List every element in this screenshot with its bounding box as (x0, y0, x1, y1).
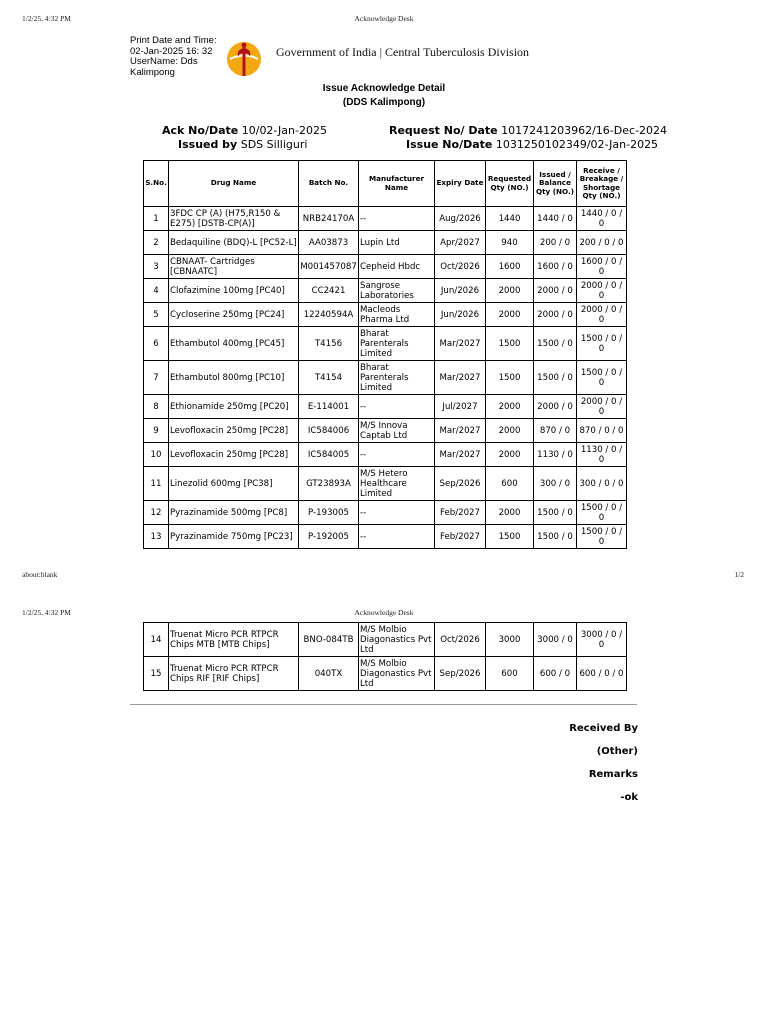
issue-detail-table (143, 160, 627, 549)
issue-no-value: 1031250102349/02-Jan-2025 (495, 138, 659, 151)
cell-expiry-date: Apr/2027 (435, 231, 486, 255)
cell-expiry-date: Mar/2027 (435, 361, 486, 395)
cell-expiry-date: Sep/2026 (435, 467, 486, 501)
cell-manufacturer: -- (359, 525, 435, 549)
table-row (144, 279, 627, 303)
cell-manufacturer: M/S Molbio Diagonastics Pvt Ltd (359, 623, 435, 657)
table-row (144, 525, 627, 549)
table-row (144, 361, 627, 395)
cell-issued-qty: 3000 / 0 (534, 623, 577, 657)
cell-sno: 4 (144, 279, 169, 303)
cell-drug-name: Levofloxacin 250mg [PC28] (169, 419, 299, 443)
cell-sno: 11 (144, 467, 169, 501)
divider (130, 704, 637, 705)
cell-batch-no: NRB24170A (299, 207, 359, 231)
cell-requested-qty: 1500 (486, 525, 534, 549)
cell-sno: 13 (144, 525, 169, 549)
ack-no-label: Ack No/Date (162, 124, 239, 137)
table-row (144, 231, 627, 255)
issue-no-label: Issue No/Date (406, 138, 493, 151)
cell-requested-qty: 600 (486, 467, 534, 501)
cell-sno: 2 (144, 231, 169, 255)
table-row (144, 623, 627, 657)
cell-manufacturer: M/S Hetero Healthcare Limited (359, 467, 435, 501)
cell-expiry-date: Oct/2026 (435, 623, 486, 657)
cell-requested-qty: 2000 (486, 501, 534, 525)
cell-received-qty: 1440 / 0 / 0 (577, 207, 627, 231)
cell-expiry-date: Aug/2026 (435, 207, 486, 231)
cell-sno: 1 (144, 207, 169, 231)
cell-issued-qty: 300 / 0 (534, 467, 577, 501)
org-title: Government of India | Central Tuberculosis Division (276, 45, 530, 59)
cell-issued-qty: 1600 / 0 (534, 255, 577, 279)
cell-sno: 7 (144, 361, 169, 395)
cell-requested-qty: 1440 (486, 207, 534, 231)
print-page-title: Acknowledge Desk (354, 14, 414, 23)
cell-issued-qty: 2000 / 0 (534, 303, 577, 327)
cell-requested-qty: 2000 (486, 279, 534, 303)
cell-batch-no: IC584006 (299, 419, 359, 443)
print-page-title-page2: Acknowledge Desk (354, 608, 414, 617)
cell-received-qty: 1600 / 0 / 0 (577, 255, 627, 279)
cell-expiry-date: Mar/2027 (435, 443, 486, 467)
cell-manufacturer: M/S Innova Captab Ltd (359, 419, 435, 443)
table-row (144, 467, 627, 501)
cell-drug-name: Levofloxacin 250mg [PC28] (169, 443, 299, 467)
table-row (144, 255, 627, 279)
cell-received-qty: 2000 / 0 / 0 (577, 279, 627, 303)
cell-batch-no: GT23893A (299, 467, 359, 501)
cell-received-qty: 2000 / 0 / 0 (577, 395, 627, 419)
cell-received-qty: 200 / 0 / 0 (577, 231, 627, 255)
cell-expiry-date: Feb/2027 (435, 525, 486, 549)
request-no-value: 1017241203962/16-Dec-2024 (501, 124, 668, 137)
cell-requested-qty: 1500 (486, 361, 534, 395)
cell-drug-name: Clofazimine 100mg [PC40] (169, 279, 299, 303)
cell-drug-name: Pyrazinamide 500mg [PC8] (169, 501, 299, 525)
cell-batch-no: 12240594A (299, 303, 359, 327)
cell-manufacturer: Sangrose Laboratories (359, 279, 435, 303)
cell-drug-name: Linezolid 600mg [PC38] (169, 467, 299, 501)
cell-manufacturer: -- (359, 501, 435, 525)
table-row (144, 501, 627, 525)
cell-drug-name: Pyrazinamide 750mg [PC23] (169, 525, 299, 549)
cell-received-qty: 870 / 0 / 0 (577, 419, 627, 443)
request-no-label: Request No/ Date (389, 124, 498, 137)
cell-expiry-date: Mar/2027 (435, 419, 486, 443)
cell-issued-qty: 2000 / 0 (534, 395, 577, 419)
cell-batch-no: T4154 (299, 361, 359, 395)
cell-batch-no: P-192005 (299, 525, 359, 549)
cell-batch-no: 040TX (299, 657, 359, 691)
cell-manufacturer: M/S Molbio Diagonastics Pvt Ltd (359, 657, 435, 691)
issue-no-date (406, 138, 658, 151)
print-meta-datetime: 02-Jan-2025 16: 32 (130, 45, 213, 57)
cell-received-qty: 1500 / 0 / 0 (577, 327, 627, 361)
cell-requested-qty: 1600 (486, 255, 534, 279)
cell-manufacturer: -- (359, 207, 435, 231)
table-header-row (144, 161, 627, 207)
cell-issued-qty: 1500 / 0 (534, 327, 577, 361)
remarks-label: Remarks (588, 769, 638, 780)
col-header-expiry: Expiry Date (435, 161, 486, 207)
cell-requested-qty: 2000 (486, 303, 534, 327)
remarks-value: -ok (620, 792, 638, 803)
cell-sno: 15 (144, 657, 169, 691)
cell-received-qty: 300 / 0 / 0 (577, 467, 627, 501)
cell-expiry-date: Jul/2027 (435, 395, 486, 419)
table-row (144, 207, 627, 231)
col-header-requested: Requested Qty (NO.) (486, 161, 534, 207)
cell-received-qty: 1500 / 0 / 0 (577, 501, 627, 525)
cell-requested-qty: 2000 (486, 419, 534, 443)
cell-issued-qty: 870 / 0 (534, 419, 577, 443)
cell-expiry-date: Feb/2027 (435, 501, 486, 525)
cell-expiry-date: Jun/2026 (435, 303, 486, 327)
cell-manufacturer: Bharat Parenterals Limited (359, 361, 435, 395)
col-header-manufacturer: Manufacturer Name (359, 161, 435, 207)
cell-batch-no: M001457087 (299, 255, 359, 279)
cell-requested-qty: 940 (486, 231, 534, 255)
print-datetime-page2: 1/2/25, 4:32 PM (22, 608, 71, 617)
print-page-number: 1/2 (734, 570, 744, 579)
issued-by-label: Issued by (178, 138, 238, 151)
doc-subtitle: (DDS Kalimpong) (342, 97, 426, 108)
print-datetime: 1/2/25, 4:32 PM (22, 14, 71, 23)
cell-sno: 9 (144, 419, 169, 443)
cell-drug-name: Ethambutol 800mg [PC10] (169, 361, 299, 395)
cell-batch-no: AA03873 (299, 231, 359, 255)
cell-manufacturer: Lupin Ltd (359, 231, 435, 255)
print-meta-location: Kalimpong (130, 66, 175, 78)
cell-sno: 8 (144, 395, 169, 419)
cell-received-qty: 1500 / 0 / 0 (577, 525, 627, 549)
cell-issued-qty: 1130 / 0 (534, 443, 577, 467)
issued-by (178, 138, 307, 151)
cell-expiry-date: Sep/2026 (435, 657, 486, 691)
col-header-issued: Issued / Balance Qty (NO.) (534, 161, 577, 207)
ack-no-value: 10/02-Jan-2025 (241, 124, 327, 137)
table-row (144, 395, 627, 419)
cell-manufacturer: -- (359, 443, 435, 467)
col-header-received: Receive / Breakage / Shortage Qty (NO.) (577, 161, 627, 207)
cell-sno: 14 (144, 623, 169, 657)
cell-requested-qty: 1500 (486, 327, 534, 361)
ack-no-date (162, 124, 327, 137)
received-by-value: (Other) (596, 746, 638, 757)
cell-drug-name: Ethionamide 250mg [PC20] (169, 395, 299, 419)
cell-expiry-date: Jun/2026 (435, 279, 486, 303)
cell-batch-no: CC2421 (299, 279, 359, 303)
cell-batch-no: E-114001 (299, 395, 359, 419)
issue-detail-table-continued (143, 622, 627, 691)
cell-received-qty: 1500 / 0 / 0 (577, 361, 627, 395)
cell-sno: 3 (144, 255, 169, 279)
cell-batch-no: IC584005 (299, 443, 359, 467)
cell-requested-qty: 3000 (486, 623, 534, 657)
cell-issued-qty: 2000 / 0 (534, 279, 577, 303)
cell-manufacturer: -- (359, 395, 435, 419)
cell-drug-name: Ethambutol 400mg [PC45] (169, 327, 299, 361)
ctd-logo-icon (224, 40, 264, 78)
print-url: about:blank (22, 570, 58, 579)
cell-issued-qty: 1500 / 0 (534, 361, 577, 395)
cell-received-qty: 1130 / 0 / 0 (577, 443, 627, 467)
cell-drug-name: CBNAAT- Cartridges [CBNAATC] (169, 255, 299, 279)
cell-batch-no: P-193005 (299, 501, 359, 525)
cell-sno: 12 (144, 501, 169, 525)
cell-expiry-date: Mar/2027 (435, 327, 486, 361)
cell-drug-name: Truenat Micro PCR RTPCR Chips MTB [MTB Chips] (169, 623, 299, 657)
table-row (144, 327, 627, 361)
table-row (144, 657, 627, 691)
table-row (144, 443, 627, 467)
cell-issued-qty: 1500 / 0 (534, 525, 577, 549)
cell-requested-qty: 600 (486, 657, 534, 691)
cell-received-qty: 3000 / 0 / 0 (577, 623, 627, 657)
cell-manufacturer: Cepheid Hbdc (359, 255, 435, 279)
col-header-sno: S.No. (144, 161, 169, 207)
issued-by-value: SDS Silliguri (240, 138, 308, 151)
cell-drug-name: Bedaquiline (BDQ)-L [PC52-L] (169, 231, 299, 255)
print-meta-label: Print Date and Time: (130, 35, 217, 46)
cell-sno: 10 (144, 443, 169, 467)
table-row (144, 419, 627, 443)
cell-expiry-date: Oct/2026 (435, 255, 486, 279)
cell-batch-no: BNO-084TB (299, 623, 359, 657)
cell-manufacturer: Macleods Pharma Ltd (359, 303, 435, 327)
cell-manufacturer: Bharat Parenterals Limited (359, 327, 435, 361)
cell-requested-qty: 2000 (486, 443, 534, 467)
request-no-date (389, 124, 667, 137)
cell-sno: 6 (144, 327, 169, 361)
print-meta (130, 36, 217, 78)
cell-issued-qty: 1440 / 0 (534, 207, 577, 231)
cell-received-qty: 2000 / 0 / 0 (577, 303, 627, 327)
cell-requested-qty: 2000 (486, 395, 534, 419)
cell-drug-name: Truenat Micro PCR RTPCR Chips RIF [RIF Chips] (169, 657, 299, 691)
cell-issued-qty: 1500 / 0 (534, 501, 577, 525)
cell-batch-no: T4156 (299, 327, 359, 361)
received-by-label: Received By (569, 723, 638, 734)
doc-title: Issue Acknowledge Detail (322, 83, 446, 94)
cell-issued-qty: 600 / 0 (534, 657, 577, 691)
table-row (144, 303, 627, 327)
cell-sno: 5 (144, 303, 169, 327)
cell-received-qty: 600 / 0 / 0 (577, 657, 627, 691)
cell-drug-name: 3FDC CP (A) (H75,R150 & E275) [DSTB-CP(A)] (169, 207, 299, 231)
col-header-batch: Batch No. (299, 161, 359, 207)
cell-drug-name: Cycloserine 250mg [PC24] (169, 303, 299, 327)
cell-issued-qty: 200 / 0 (534, 231, 577, 255)
print-meta-username: UserName: Dds (130, 56, 198, 67)
col-header-drug: Drug Name (169, 161, 299, 207)
